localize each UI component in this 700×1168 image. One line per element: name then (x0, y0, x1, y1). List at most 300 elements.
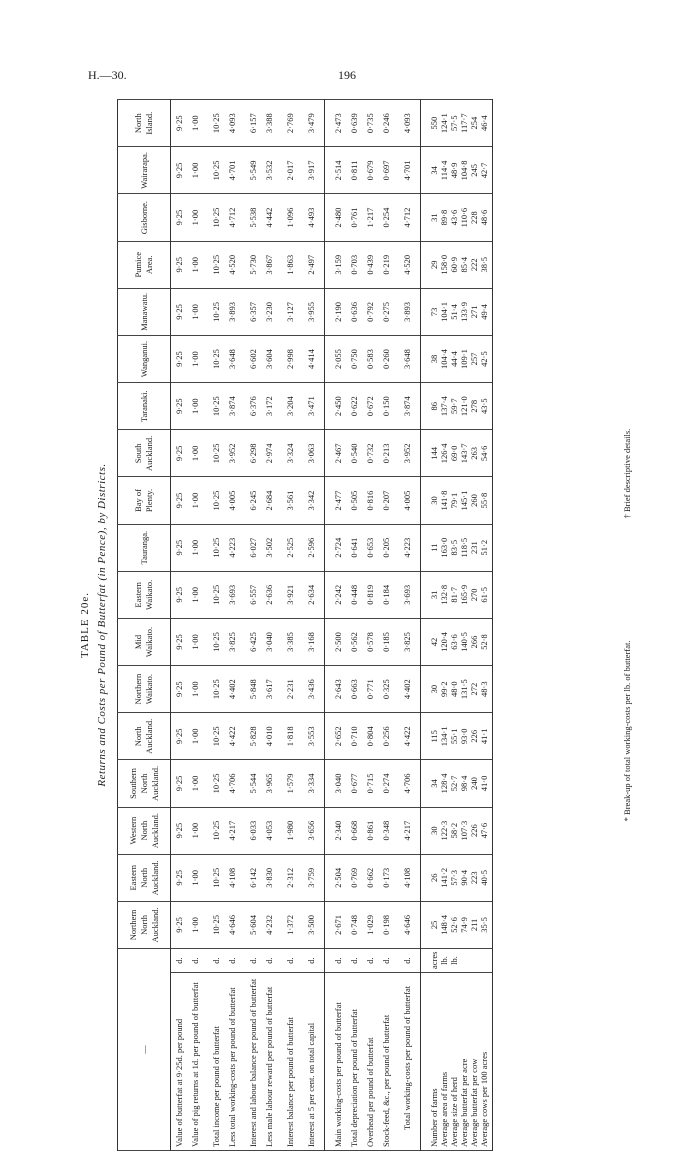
table-cell: 4·422 (224, 713, 240, 760)
table-cell: 0·679 (362, 147, 378, 194)
table-cell: 3·230 (261, 288, 277, 335)
table-cell: 0·256 (378, 713, 394, 760)
table-cell: 10·25 (203, 807, 224, 854)
column-header: Taranaki. (118, 383, 171, 430)
table-cell: 1·00 (187, 147, 203, 194)
farm-stat-value: 134·1 (439, 726, 449, 747)
farm-stats-column (421, 524, 493, 571)
farm-stat-value: 46·4 (479, 115, 489, 131)
table-cell: 4·402 (394, 666, 421, 713)
farm-stat-value: 114·4 (439, 160, 449, 181)
table-cell: 1·00 (187, 383, 203, 430)
row-label: Stock-feed, &c., per pound of butterfat (378, 973, 394, 1151)
row-unit: d. (240, 949, 261, 973)
table-cell: 0·348 (378, 807, 394, 854)
table-cell: 1·579 (277, 760, 298, 807)
farm-stats-column (421, 713, 493, 760)
farm-stat-value: 228 (469, 211, 479, 224)
farm-stats-row (421, 100, 493, 1151)
table-cell: 0·703 (346, 241, 362, 288)
table-cell: 3·648 (224, 335, 240, 382)
farm-stat-label: Average area of farms (439, 1071, 449, 1147)
table-cell: 2·450 (325, 383, 347, 430)
table-cell: 0·274 (378, 760, 394, 807)
table-cell: 3·479 (298, 100, 325, 147)
table-cell: 0·715 (362, 760, 378, 807)
column-header: Western North Auckland. (118, 807, 171, 854)
farm-stats-column (421, 807, 493, 854)
table-cell: 4·053 (261, 807, 277, 854)
table-cell: 3·168 (298, 618, 325, 665)
table-cell: 2·231 (277, 666, 298, 713)
table-cell: 2·340 (325, 807, 347, 854)
row-unit: d. (171, 949, 188, 973)
table-cell: 4·223 (394, 524, 421, 571)
table-cell: 10·25 (203, 854, 224, 901)
farm-stat-value: 43·5 (479, 398, 489, 414)
table-row (325, 100, 347, 1151)
farm-stat-value: 141·8 (439, 490, 449, 511)
table-cell: 6·557 (240, 571, 261, 618)
corner-header: — (118, 949, 171, 1151)
table-cell: 3·759 (298, 854, 325, 901)
table-cell: 0·653 (362, 524, 378, 571)
table-cell: 3·385 (277, 618, 298, 665)
table-cell: 0·662 (362, 854, 378, 901)
table-row (240, 100, 261, 1151)
farm-stat-value: 73 (429, 307, 439, 317)
table-cell: 10·25 (203, 194, 224, 241)
farm-stat-value: 44·4 (449, 351, 459, 367)
table-cell: 2·634 (298, 571, 325, 618)
farm-stat-value: 124·1 (439, 113, 449, 134)
table-cell: 3·561 (277, 477, 298, 524)
table-cell: 3·324 (277, 430, 298, 477)
table-cell: 9·25 (171, 854, 188, 901)
table-cell: 3·617 (261, 666, 277, 713)
table-cell: 4·493 (298, 194, 325, 241)
farm-stat-value: 145·1 (459, 490, 469, 511)
table-cell: 0·861 (362, 807, 378, 854)
table-cell: 6·357 (240, 288, 261, 335)
table-cell: 1·00 (187, 430, 203, 477)
table-cell: 9·25 (171, 335, 188, 382)
farm-stat-value: 48·0 (449, 681, 459, 697)
table-cell: 4·701 (394, 147, 421, 194)
table-cell: 1·00 (187, 760, 203, 807)
row-unit: d. (394, 949, 421, 973)
table-cell: 0·540 (346, 430, 362, 477)
farm-stat-value: 245 (469, 164, 479, 177)
table-cell: 3·952 (394, 430, 421, 477)
farm-stat-value: 57·5 (449, 115, 459, 131)
table-cell: 0·636 (346, 288, 362, 335)
farm-stat-value: 104·4 (439, 349, 449, 369)
table-cell: 1·00 (187, 335, 203, 382)
table-cell: 4·442 (261, 194, 277, 241)
farm-stat-value: 231 (469, 541, 479, 555)
page-reference: H.—30. (88, 68, 127, 82)
table-cell: 3·955 (298, 288, 325, 335)
table-cell: 0·505 (346, 477, 362, 524)
farm-stat-value: 38·5 (479, 256, 489, 273)
table-cell: 2·467 (325, 430, 347, 477)
farm-stat-value: 52·6 (449, 917, 459, 933)
farm-stat-value: 41·0 (479, 775, 489, 792)
farm-stat-value: 165·9 (459, 584, 469, 605)
table-cell: 3·893 (224, 288, 240, 335)
table-cell: 10·25 (203, 901, 224, 948)
row-label: Interest at 5 per cent. on total capital (298, 973, 325, 1151)
farm-stats-column (421, 760, 493, 807)
table-cell: 10·25 (203, 618, 224, 665)
farm-stats-column (421, 288, 493, 335)
table-cell: 4·706 (224, 760, 240, 807)
table-cell: 10·25 (203, 430, 224, 477)
table-cell: 2·652 (325, 713, 347, 760)
farm-stat-value: 263 (469, 446, 479, 460)
table-cell: 5·538 (240, 194, 261, 241)
column-header: Northern Waikato. (118, 666, 171, 713)
table-cell: 1·00 (187, 571, 203, 618)
farm-stat-value: 54·6 (479, 445, 489, 462)
table-cell: 2·190 (325, 288, 347, 335)
row-unit: d. (187, 949, 203, 973)
farm-stat-value: 126·4 (439, 443, 449, 464)
table-cell: 4·414 (298, 335, 325, 382)
farm-stat-value: 51·4 (449, 304, 459, 320)
farm-stats-column (421, 477, 493, 524)
table-cell: 3·172 (261, 383, 277, 430)
table-cell: 10·25 (203, 100, 224, 147)
table-cell: 0·219 (378, 241, 394, 288)
table-cell: 0·697 (378, 147, 394, 194)
row-label: Total income per pound of butterfat (203, 973, 224, 1151)
table-cell: 9·25 (171, 147, 188, 194)
table-cell: 4·712 (394, 194, 421, 241)
footnote-breakup: * Break-up of total working-costs per lb. of butterfat. (622, 640, 632, 822)
farm-stats-units (421, 949, 493, 973)
table-cell: 2·242 (325, 571, 347, 618)
farm-stat-value: 99·2 (439, 681, 449, 697)
table-cell: 1·217 (362, 194, 378, 241)
table-cell: 10·25 (203, 335, 224, 382)
farm-stat-value: 115 (429, 730, 439, 743)
farm-stat-value: 266 (469, 635, 479, 649)
table-cell: 2·998 (277, 335, 298, 382)
farm-stats-column (421, 901, 493, 948)
farm-stat-value: 52·7 (449, 775, 459, 792)
table-cell: 3·867 (261, 241, 277, 288)
farm-stats-column (421, 383, 493, 430)
table-cell: 3·874 (394, 383, 421, 430)
table-cell: 4·706 (394, 760, 421, 807)
farm-stat-value: 30 (429, 496, 439, 505)
table-cell: 4·646 (224, 901, 240, 948)
farm-stat-value: 260 (469, 494, 479, 507)
table-cell: 0·816 (362, 477, 378, 524)
farm-stat-label: Average butterfat per cow (469, 1058, 479, 1147)
farm-stat-value: 240 (469, 777, 479, 790)
column-header: North Auckland. (118, 713, 171, 760)
farm-stat-value: 31 (429, 213, 439, 222)
table-cell: 1·00 (187, 288, 203, 335)
farm-stat-value: 79·1 (449, 492, 459, 509)
table-cell: 9·25 (171, 383, 188, 430)
farm-stat-value: 222 (469, 258, 479, 272)
row-unit: d. (325, 949, 347, 973)
table-cell: 5·848 (240, 666, 261, 713)
table-cell: 0·732 (362, 430, 378, 477)
table-cell: 0·639 (346, 100, 362, 147)
table-cell: 3·334 (298, 760, 325, 807)
table-cell: 2·055 (325, 335, 347, 382)
table-cell: 9·25 (171, 430, 188, 477)
row-unit: d. (298, 949, 325, 973)
column-header: Northern North Auckland. (118, 901, 171, 948)
table-cell: 9·25 (171, 618, 188, 665)
table-row (378, 100, 394, 1151)
row-unit: d. (362, 949, 378, 973)
farm-stat-unit: lb. (449, 956, 459, 965)
table-header-row (118, 100, 171, 1151)
farm-stat-value: 30 (429, 826, 439, 835)
farm-stat-value: 60·9 (449, 256, 459, 273)
farm-stat-value: 141·2 (439, 867, 449, 888)
farm-stats-column (421, 194, 493, 241)
table-cell: 1·00 (187, 854, 203, 901)
table-cell: 0·213 (378, 430, 394, 477)
table-cell: 4·422 (394, 713, 421, 760)
table-cell: 0·184 (378, 571, 394, 618)
table-cell: 3·656 (298, 807, 325, 854)
farm-stat-value: 133·9 (459, 301, 469, 322)
table-cell: 4·010 (261, 713, 277, 760)
column-header: Mid Waikato. (118, 618, 171, 665)
row-unit: d. (277, 949, 298, 973)
returns-costs-table (117, 99, 493, 1151)
farm-stat-value: 42·5 (479, 351, 489, 367)
table-cell: 0·439 (362, 241, 378, 288)
table-cell: 0·198 (378, 901, 394, 948)
table-cell: 4·520 (394, 241, 421, 288)
farm-stat-value: 122·3 (439, 820, 449, 841)
farm-stats-column (421, 241, 493, 288)
farm-stat-value: 63·6 (449, 634, 459, 650)
table-cell: 2·643 (325, 666, 347, 713)
table-row (346, 100, 362, 1151)
table-cell: 3·502 (261, 524, 277, 571)
table-cell: 3·159 (325, 241, 347, 288)
table-cell: 10·25 (203, 666, 224, 713)
row-label: Value of butterfat at 9·25d. per pound (171, 973, 188, 1151)
column-header: Pumice Area. (118, 241, 171, 288)
table-cell: 3·204 (277, 383, 298, 430)
farm-stats-column (421, 335, 493, 382)
table-cell: 10·25 (203, 241, 224, 288)
table-cell: 9·25 (171, 760, 188, 807)
table-cell: 9·25 (171, 100, 188, 147)
farm-stats-column (421, 147, 493, 194)
table-cell: 3·436 (298, 666, 325, 713)
farm-stat-value: 49·4 (479, 304, 489, 320)
table-cell: 1·00 (187, 666, 203, 713)
footnotes (622, 99, 632, 1151)
farm-stat-value: 121·0 (459, 396, 469, 417)
farm-stat-value: 120·4 (439, 632, 449, 652)
table-cell: 4·108 (224, 854, 240, 901)
row-label: Total depreciation per pound of butterfat (346, 973, 362, 1151)
farm-stat-value: 118·5 (459, 537, 469, 558)
farm-stat-value: 110·6 (459, 207, 469, 228)
table-cell: 3·553 (298, 713, 325, 760)
farm-stat-value: 81·7 (449, 587, 459, 603)
table-cell: 1·00 (187, 524, 203, 571)
row-label: Value of pig returns at 1d. per pound of butterfat (187, 973, 203, 1151)
farm-stat-value: 109·1 (459, 349, 469, 369)
farm-stats-column (421, 100, 493, 147)
farm-stat-unit: lb. (439, 956, 449, 965)
page-number: 196 (338, 68, 356, 82)
table-cell: 2·504 (325, 854, 347, 901)
table-row (203, 100, 224, 1151)
row-unit: d. (203, 949, 224, 973)
farm-stat-value: 58·2 (449, 822, 459, 839)
farm-stat-value: 86 (429, 401, 439, 411)
row-label: Interest balance per pound of butterfat (277, 973, 298, 1151)
farm-stat-value: 41·1 (479, 728, 489, 745)
table-cell: 0·769 (346, 854, 362, 901)
table-cell: 0·748 (346, 901, 362, 948)
farm-stat-value: 107·3 (459, 820, 469, 841)
table-cell: 3·342 (298, 477, 325, 524)
table-cell: 6·157 (240, 100, 261, 147)
table-cell: 2·514 (325, 147, 347, 194)
table-cell: 1·00 (187, 618, 203, 665)
farm-stat-value: 257 (469, 352, 479, 366)
table-cell: 3·648 (394, 335, 421, 382)
table-cell: 9·25 (171, 477, 188, 524)
farm-stat-value: 226 (469, 824, 479, 837)
farm-stat-value: 55·1 (449, 728, 459, 745)
row-unit: d. (261, 949, 277, 973)
table-cell: 3·965 (261, 760, 277, 807)
farm-stat-value: 35·5 (479, 917, 489, 933)
table-cell: 4·005 (224, 477, 240, 524)
table-cell: 0·771 (362, 666, 378, 713)
farm-stat-value: 211 (469, 918, 479, 932)
farm-stat-value: 143·7 (459, 443, 469, 464)
farm-stat-value: 131·5 (459, 679, 469, 700)
table-cell: 3·532 (261, 147, 277, 194)
farm-stat-value: 11 (429, 543, 439, 552)
table-cell: 0·150 (378, 383, 394, 430)
table-cell: 3·825 (394, 618, 421, 665)
table-cell: 1·029 (362, 901, 378, 948)
table-cell: 3·921 (277, 571, 298, 618)
farm-stat-value: 69·0 (449, 445, 459, 462)
farm-stat-value: 270 (469, 588, 479, 602)
table-cell: 0·254 (378, 194, 394, 241)
table-cell: 2·974 (261, 430, 277, 477)
column-header: Eastern North Auckland. (118, 854, 171, 901)
farm-stat-value: 42·7 (479, 162, 489, 179)
table-cell: 0·562 (346, 618, 362, 665)
farm-stat-label: Average size of herd (449, 1077, 459, 1147)
farm-stat-value: 128·4 (439, 773, 449, 794)
rotated-table-page (62, 99, 637, 1151)
farm-stat-unit: acres (429, 951, 439, 969)
farm-stat-value: 74·9 (459, 917, 469, 933)
table-cell: 4·646 (394, 901, 421, 948)
table-row (171, 100, 188, 1151)
table-cell: 6·602 (240, 335, 261, 382)
farm-stat-value: 30 (429, 684, 439, 694)
table-cell: 2·769 (277, 100, 298, 147)
farm-stat-value: 38 (429, 354, 439, 364)
column-header: Manawatu. (118, 288, 171, 335)
table-cell: 9·25 (171, 713, 188, 760)
table-cell: 5·604 (240, 901, 261, 948)
farm-stat-value: 85·4 (459, 256, 469, 273)
row-label: Less male labour reward per pound of butterfat (261, 973, 277, 1151)
table-cell: 1·096 (277, 194, 298, 241)
table-cell: 3·893 (394, 288, 421, 335)
farm-stat-value: 254 (469, 116, 479, 130)
table-cell: 4·093 (224, 100, 240, 147)
table-cell: 6·027 (240, 524, 261, 571)
table-cell: 6·425 (240, 618, 261, 665)
table-cell: 1·863 (277, 241, 298, 288)
farm-stat-value: 59·7 (449, 398, 459, 414)
table-row (277, 100, 298, 1151)
table-cell: 0·641 (346, 524, 362, 571)
table-cell: 3·693 (394, 571, 421, 618)
table-cell: 10·25 (203, 524, 224, 571)
table-cell: 0·207 (378, 477, 394, 524)
table-cell: 0·325 (378, 666, 394, 713)
table-row (224, 100, 240, 1151)
table-cell: 1·818 (277, 713, 298, 760)
table-cell: 0·246 (378, 100, 394, 147)
table-body (171, 100, 493, 1151)
row-label: Less total working-costs per pound of butterfat (224, 973, 240, 1151)
farm-stat-value: 89·8 (439, 209, 449, 226)
farm-stat-value: 226 (469, 729, 479, 743)
farm-stat-value: 90·4 (459, 869, 469, 886)
table-cell: 6·033 (240, 807, 261, 854)
table-cell: 4·402 (224, 666, 240, 713)
table-title: TABLE 20e. (79, 592, 91, 658)
table-cell: 1·00 (187, 100, 203, 147)
table-cell: 5·828 (240, 713, 261, 760)
farm-stat-value: 47·6 (479, 822, 489, 839)
farm-stat-value: 55·8 (479, 492, 489, 509)
table-row (187, 100, 203, 1151)
table-cell: 3·874 (224, 383, 240, 430)
column-header: North Island. (118, 100, 171, 147)
table-cell: 0·185 (378, 618, 394, 665)
farm-stat-value: 25 (429, 920, 439, 930)
farm-stat-value: 163·0 (439, 537, 449, 558)
table-cell: 3·830 (261, 854, 277, 901)
table-row (261, 100, 277, 1151)
table-cell: 4·217 (394, 807, 421, 854)
farm-stat-value: 31 (429, 590, 439, 600)
table-cell: 2·017 (277, 147, 298, 194)
table-cell: 2·480 (325, 194, 347, 241)
table-cell: 3·127 (277, 288, 298, 335)
